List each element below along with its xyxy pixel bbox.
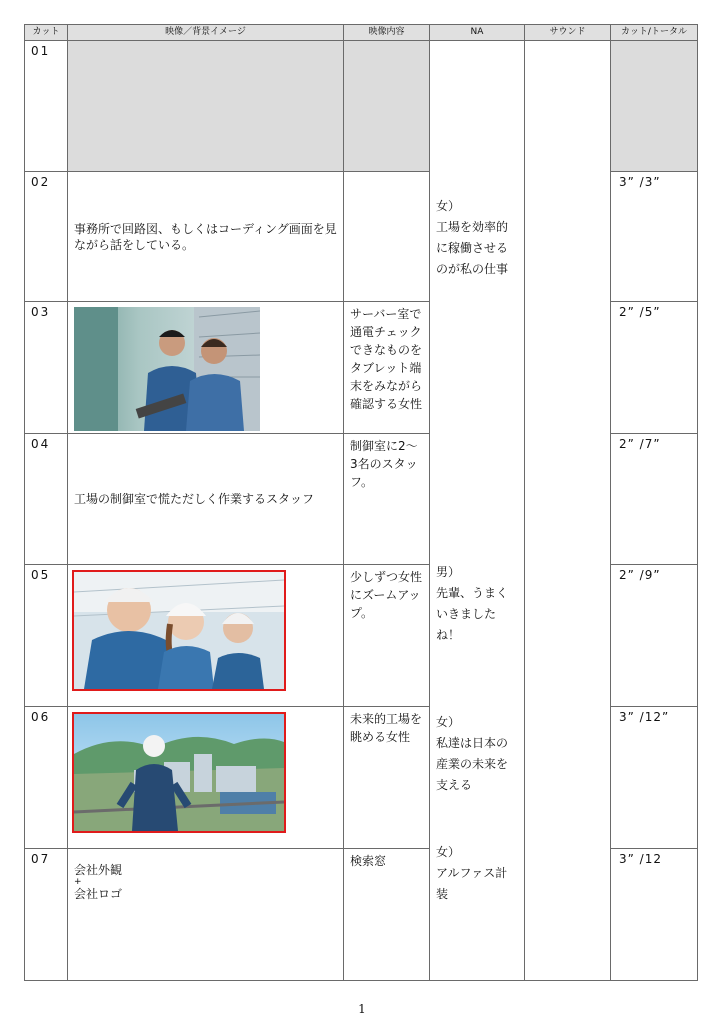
narration-line: 産業の未来を [436, 757, 509, 771]
narration-speaker: 女） [436, 845, 461, 859]
header-content: 映像内容 [344, 25, 430, 41]
cut-number: 05 [25, 565, 68, 707]
content-cell-blank [344, 172, 430, 302]
engineers-photo [74, 307, 260, 431]
cut-number: 06 [25, 707, 68, 849]
cut-number: 07 [25, 849, 68, 981]
content-description: 少しずつ女性にズームアップ。 [344, 565, 430, 707]
narration-line: 先輩、うまく [436, 586, 509, 600]
time-cell: 3” /12” [611, 707, 698, 849]
narration-cell [430, 41, 525, 981]
header-total: カット/トータル [611, 25, 698, 41]
content-description: 検索窓 [344, 849, 430, 981]
plus-sign: + [74, 877, 82, 887]
narration-block [436, 712, 508, 796]
anime-staff-illustration [72, 570, 286, 691]
narration-line: 私達は日本の [436, 736, 509, 750]
narration-speaker: 女） [436, 715, 461, 729]
narration-line: いきました [436, 607, 497, 621]
narration-line: 装 [436, 887, 449, 901]
cut-number: 01 [25, 41, 68, 172]
narration-line: ね！ [436, 628, 461, 642]
content-description: サーバー室で通電チェックできなものをタブレット端末をみながら確認する女性 [344, 302, 430, 434]
header-cut: カット [25, 25, 68, 41]
content-cell-blank [344, 41, 430, 172]
time-cell: 3” /12 [611, 849, 698, 981]
storyboard-table [24, 24, 698, 981]
narration-line: 支える [436, 778, 473, 792]
cut-number: 04 [25, 434, 68, 565]
image-cell [68, 302, 344, 434]
time-cell [611, 41, 698, 172]
header-image: 映像／背景イメージ [68, 25, 344, 41]
sound-cell [525, 41, 611, 981]
content-description: 未来的工場を眺める女性 [344, 707, 430, 849]
narration-speaker: 女） [436, 199, 461, 213]
header-row [25, 25, 698, 41]
page-number: 1 [358, 1002, 366, 1016]
narration-block [436, 842, 507, 905]
image-cell [68, 849, 344, 981]
time-cell: 2” /9” [611, 565, 698, 707]
header-na: NA [430, 25, 525, 41]
time-cell: 2” /5” [611, 302, 698, 434]
header-sound: サウンド [525, 25, 611, 41]
narration-block [436, 196, 508, 280]
image-description-logo: 会社ロゴ [74, 887, 123, 901]
image-cell [68, 707, 344, 849]
narration-line: 工場を効率的 [436, 220, 509, 234]
image-cell [68, 565, 344, 707]
image-description: 事務所で回路図、もしくはコーディング画面を見ながら話をしている。 [68, 172, 344, 302]
content-description: 制御室に2～3名のスタッフ。 [344, 434, 430, 565]
table-row [25, 41, 698, 172]
narration-line: のが私の仕事 [436, 262, 509, 276]
future-factory-illustration [72, 712, 286, 833]
image-description: 工場の制御室で慌ただしく作業するスタッフ [68, 434, 344, 565]
cut-number: 02 [25, 172, 68, 302]
time-cell: 2” /7” [611, 434, 698, 565]
narration-line: に稼働させる [436, 241, 509, 255]
image-cell-blank [68, 41, 344, 172]
narration-block [436, 562, 508, 646]
time-cell: 3” /3” [611, 172, 698, 302]
narration-speaker: 男） [436, 565, 461, 579]
cut-number: 03 [25, 302, 68, 434]
image-description: 会社外観 [74, 863, 123, 877]
narration-line: アルファス計 [436, 866, 508, 880]
